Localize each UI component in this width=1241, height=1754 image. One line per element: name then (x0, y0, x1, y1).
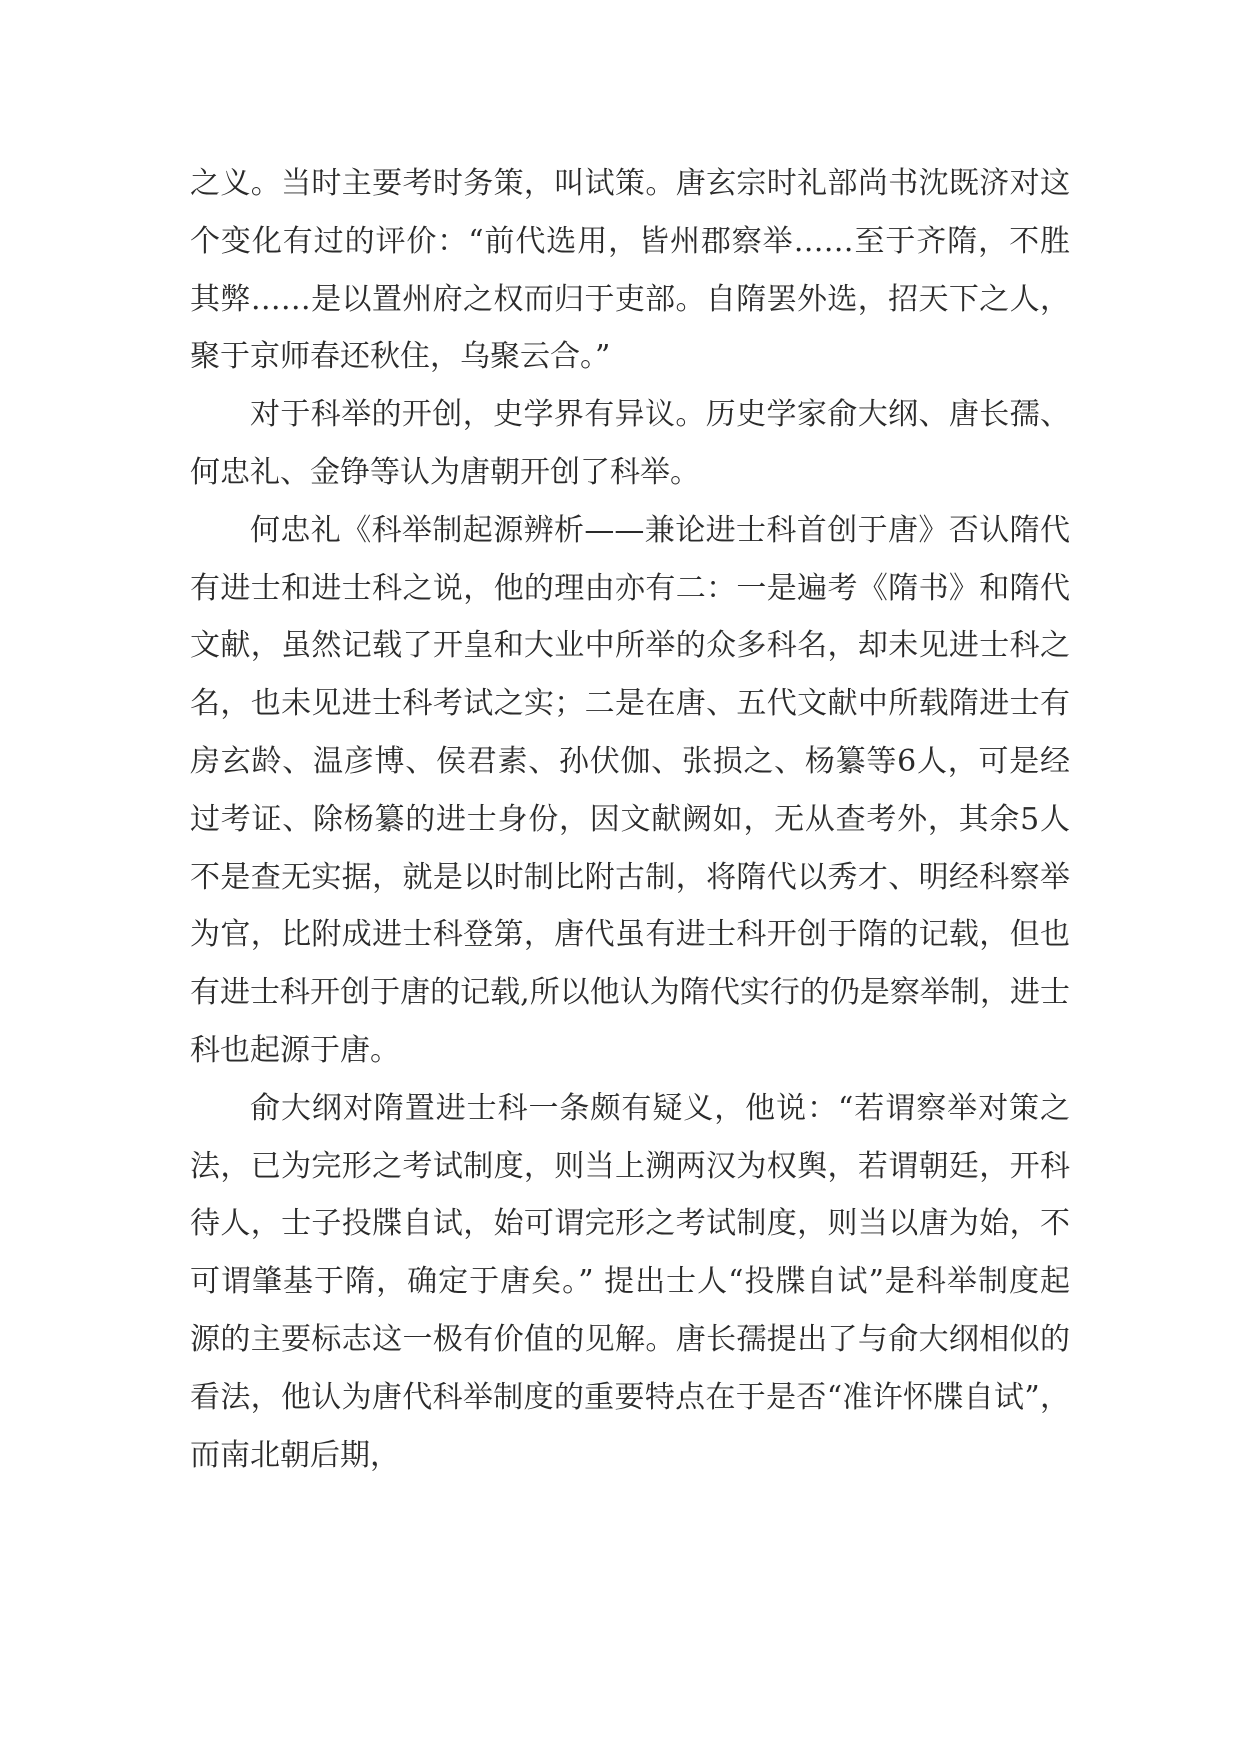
document-page (190, 155, 1070, 1484)
paragraph-4: 俞大纲对隋置进士科一条颇有疑义，他说：“若谓察举对策之法，已为完形之考试制度，则当上溯两汉为权舆，若谓朝廷，开科待人，士子投牒自试，始可谓完形之考试制度，则当以唐为始，不可谓肇基于隋，确定于唐矣。” 提出士人“投牒自试”是科举制度起源的主要标志这一极有价值的见解。唐长孺提出了与俞大纲相似的看法，他认为唐代科举制度的重要特点在于是否“准许怀牒自试”，而南北朝后期， (190, 1090, 1070, 1473)
paragraph-1: 之义。当时主要考时务策，叫试策。唐玄宗时礼部尚书沈既济对这个变化有过的评价：“前代选用，皆州郡察举……至于齐隋，不胜其弊……是以置州府之权而归于吏部。自隋罢外选，招天下之人，聚于京师春还秋住，乌聚云合。” (190, 166, 1070, 375)
paragraph-2: 对于科举的开创，史学界有异议。历史学家俞大纲、唐长孺、何忠礼、金铮等认为唐朝开创了科举。 (190, 397, 1070, 490)
paragraph-3: 何忠礼《科举制起源辨析——兼论进士科首创于唐》否认隋代有进士和进士科之说，他的理由亦有二：一是遍考《隋书》和隋代文献，虽然记载了开皇和大业中所举的众多科名，却未见进士科之名，也未见进士科考试之实；二是在唐、五代文献中所载隋进士有房玄龄、温彦博、侯君素、孙伏伽、张损之、杨纂等6人，可是经过考证、除杨纂的进士身份，因文献阙如，无从查考外，其余5人不是查无实据，就是以时制比附古制，将隋代以秀才、明经科察举为官，比附成进士科登第，唐代虽有进士科开创于隋的记载，但也有进士科开创于唐的记载,所以他认为隋代实行的仍是察举制，进士科也起源于唐。 (190, 512, 1070, 1068)
